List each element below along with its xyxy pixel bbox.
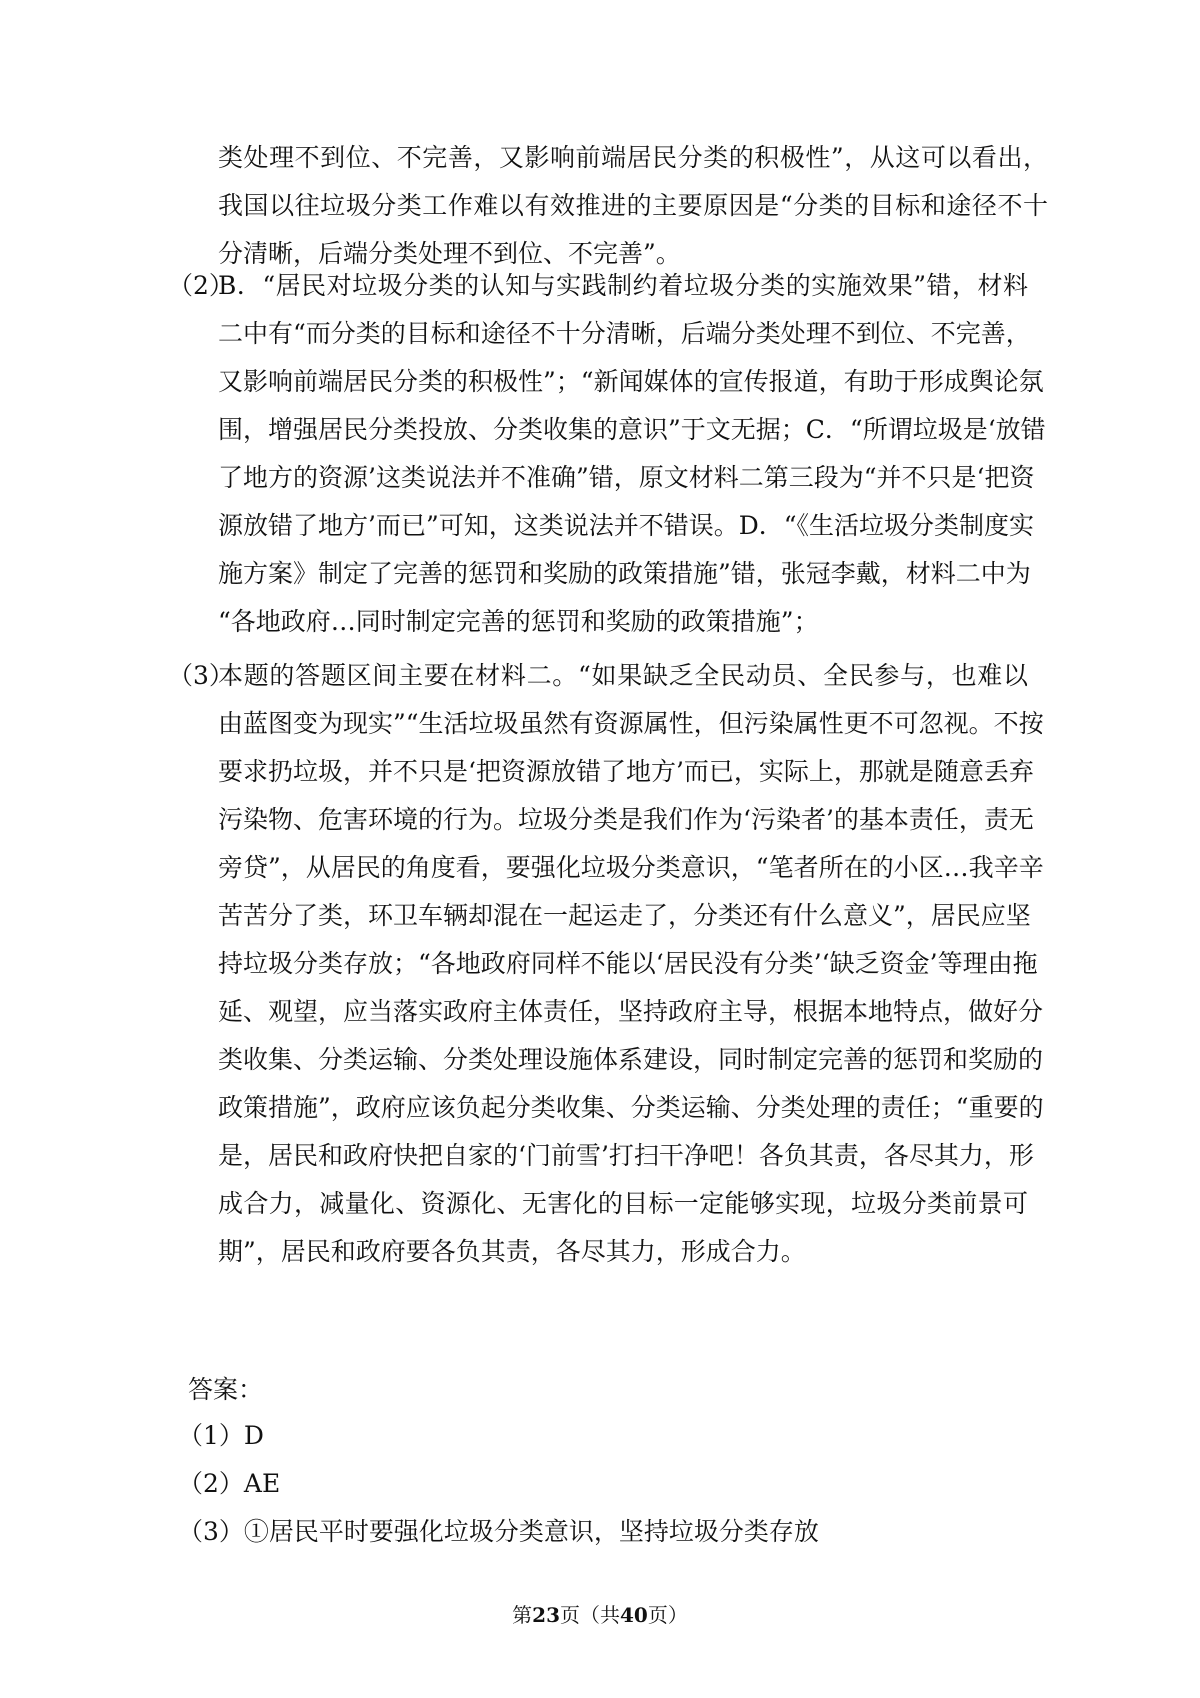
answer-heading: 答案： (188, 1375, 264, 1404)
text-line: 延、观望，应当落实政府主体责任，坚持政府主导，根据本地特点，做好分 (218, 997, 1044, 1026)
footer-prefix: 第 (512, 1603, 533, 1627)
text-line: 类处理不到位、不完善，又影响前端居民分类的积极性”，从这可以看出， (218, 143, 1048, 172)
answer-item-2: （2）AE (178, 1469, 281, 1498)
text-line: 分清晰，后端分类处理不到位、不完善”。 (218, 239, 681, 268)
text-line: 了地方的资源’这类说法并不准确”错，原文材料二第三段为“并不只是‘把资 (218, 463, 1035, 492)
text-line: 二中有“而分类的目标和途径不十分清晰，后端分类处理不到位、不完善， (218, 319, 1031, 348)
text-line: 我国以往垃圾分类工作难以有效推进的主要原因是“分类的目标和途径不十 (218, 191, 1048, 220)
text-line: “各地政府…同时制定完善的惩罚和奖励的政策措施”； (218, 607, 819, 636)
text-line: 是，居民和政府快把自家的‘门前雪’打扫干净吧！各负其责，各尽其力，形 (218, 1141, 1034, 1170)
text-line: 期”，居民和政府要各负其责，各尽其力，形成合力。 (218, 1237, 806, 1266)
text-line: B．“居民对垃圾分类的认知与实践制约着垃圾分类的实施效果”错，材料 (218, 271, 1028, 300)
analysis-item-2 (168, 262, 1046, 646)
continuation-paragraph (188, 134, 1048, 278)
text-line: 要求扔垃圾，并不只是‘把资源放错了地方’而已，实际上，那就是随意丢弃 (218, 757, 1034, 786)
text-line: 又影响前端居民分类的积极性”；“新闻媒体的宣传报道，有助于形成舆论氛 (218, 367, 1044, 396)
text-line: 成合力，减量化、资源化、无害化的目标一定能够实现，垃圾分类前景可 (218, 1189, 1028, 1218)
answer-item-3: （3）①居民平时要强化垃圾分类意识，坚持垃圾分类存放 (178, 1517, 819, 1546)
page-total: 40 (620, 1603, 648, 1627)
text-line: 政策措施”，政府应该负起分类收集、分类运输、分类处理的责任；“重要的 (218, 1093, 1044, 1122)
footer-suffix: 页） (647, 1603, 688, 1627)
item-number: （3） (168, 661, 234, 690)
text-line: 污染物、危害环境的行为。垃圾分类是我们作为‘污染者’的基本责任，责无 (218, 805, 1034, 834)
text-line: 持垃圾分类存放；“各地政府同样不能以‘居民没有分类’‘缺乏资金’等理由拖 (218, 949, 1038, 978)
page-number: 23 (532, 1603, 560, 1627)
text-line: 源放错了地方’而已”可知，这类说法并不错误。D．“《生活垃圾分类制度实 (218, 511, 1035, 540)
analysis-item-3 (168, 652, 1044, 1276)
item-number: （2） (168, 271, 234, 300)
text-line: 施方案》制定了完善的惩罚和奖励的政策措施”错，张冠李戴，材料二中为 (218, 559, 1031, 588)
footer-middle: 页（共 (560, 1603, 620, 1627)
text-line: 围，增强居民分类投放、分类收集的意识”于文无据；C．“所谓垃圾是‘放错 (218, 415, 1046, 444)
text-line: 旁贷”，从居民的角度看，要强化垃圾分类意识，“笔者所在的小区…我辛辛 (218, 853, 1044, 882)
text-line: 类收集、分类运输、分类处理设施体系建设，同时制定完善的惩罚和奖励的 (218, 1045, 1044, 1074)
page-footer (0, 1600, 1200, 1630)
text-line: 苦苦分了类，环卫车辆却混在一起运走了，分类还有什么意义”，居民应坚 (218, 901, 1031, 930)
text-line: 由蓝图变为现实”“生活垃圾虽然有资源属性，但污染属性更不可忽视。不按 (218, 709, 1044, 738)
answer-item-1: （1）D (178, 1421, 264, 1450)
text-line: 本题的答题区间主要在材料二。“如果缺乏全民动员、全民参与，也难以 (218, 661, 1028, 690)
